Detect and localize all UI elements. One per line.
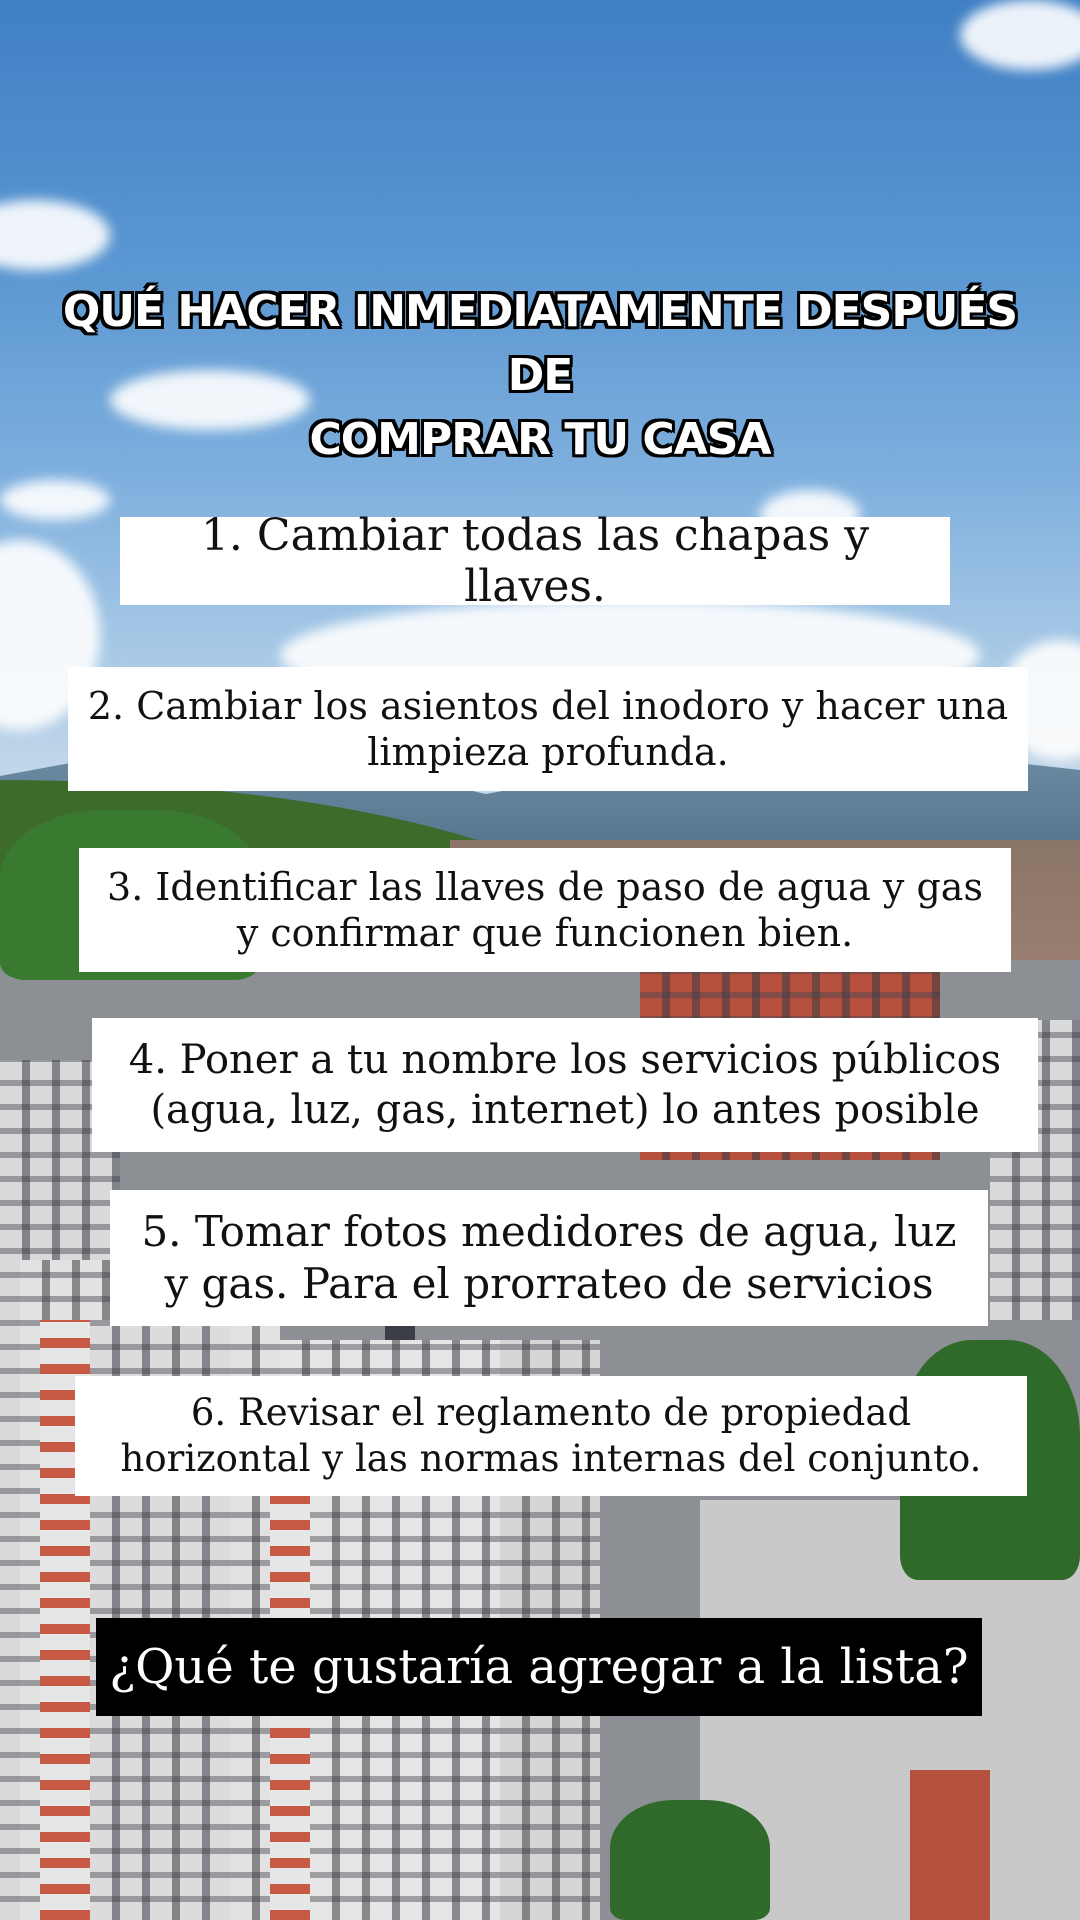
call-to-action bbox=[96, 1618, 982, 1716]
tip-text: 3. Identificar las llaves de paso de agua y gas y confirmar que funcionen bien. bbox=[107, 865, 983, 955]
tip-card bbox=[68, 667, 1028, 791]
page-title bbox=[60, 280, 1020, 472]
tip-card bbox=[92, 1018, 1038, 1152]
tip-card bbox=[120, 510, 950, 612]
tip-text: 5. Tomar fotos medidores de agua, luz y gas. Para el prorrateo de servicios bbox=[141, 1207, 957, 1308]
title-line-2: COMPRAR TU CASA bbox=[309, 414, 771, 465]
tip-text: 1. Cambiar todas las chapas y llaves. bbox=[200, 510, 870, 612]
building bbox=[910, 1770, 990, 1920]
tip-text: 4. Poner a tu nombre los servicios públicos (agua, luz, gas, internet) lo antes posible bbox=[128, 1037, 1002, 1133]
tip-card bbox=[79, 848, 1011, 972]
tip-card bbox=[110, 1190, 988, 1326]
tip-text: 2. Cambiar los asientos del inodoro y hacer una limpieza profunda. bbox=[87, 684, 1009, 774]
trees bbox=[610, 1800, 770, 1920]
tip-card bbox=[75, 1376, 1027, 1496]
cta-text: ¿Qué te gustaría agregar a la lista? bbox=[109, 1639, 969, 1695]
tip-text: 6. Revisar el reglamento de propiedad horizontal y las normas internas del conjunto. bbox=[120, 1391, 982, 1480]
cloud bbox=[0, 480, 110, 520]
title-line-1: QUÉ HACER INMEDIATAMENTE DESPUÉS DE bbox=[62, 286, 1018, 401]
